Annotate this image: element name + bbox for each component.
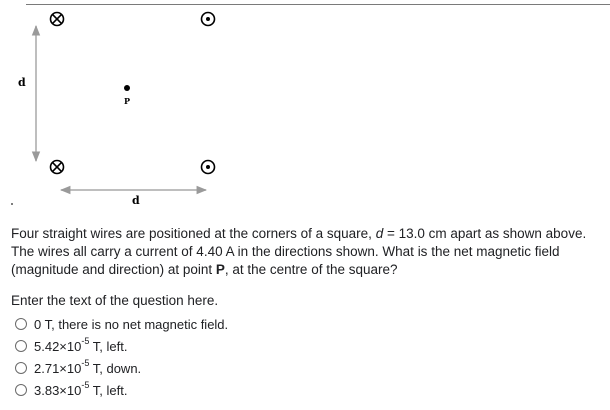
side-label-bottom: d [132,194,140,207]
into-page-icon [51,161,64,174]
radio-button[interactable] [15,362,27,374]
radio-button[interactable] [15,318,27,330]
side-label-left: d [18,76,26,89]
point-p-marker [124,85,130,91]
stray-mark [11,203,13,205]
answer-option-2[interactable] [15,335,228,357]
point-label: P [124,96,131,106]
answer-option-1[interactable] [15,313,228,335]
option-label: 0 T, there is no net magnetic field. [34,316,229,332]
radio-button[interactable] [15,384,27,396]
square-wire-diagram [0,0,230,215]
out-of-page-icon [202,13,215,26]
answer-option-3[interactable] [15,357,228,379]
question-text: Four straight wires are positioned at the corners of a square, d = 13.0 cm apart as shown above. The wires all carry a current of 4.40 A in the directions shown. What is the net magnetic field (magnitude and direction) at point P, at the centre of the square? [11,226,587,277]
point-reference: P [215,262,225,277]
option-label: $3.83\times 10^{-5}$ T, left. [34,380,128,398]
question-prompt: Enter the text of the question here. [11,293,219,308]
into-page-icon [51,13,64,26]
out-of-page-icon [202,161,215,174]
option-label: $2.71\times 10^{-5}$ T, down. [34,358,142,376]
diagram-canvas [0,0,230,215]
d-variable: d [375,226,384,241]
answer-option-4[interactable] [15,379,228,401]
option-label: $5.42\times 10^{-5}$ T, left. [34,336,128,354]
answer-options [15,313,228,401]
radio-button[interactable] [15,340,27,352]
